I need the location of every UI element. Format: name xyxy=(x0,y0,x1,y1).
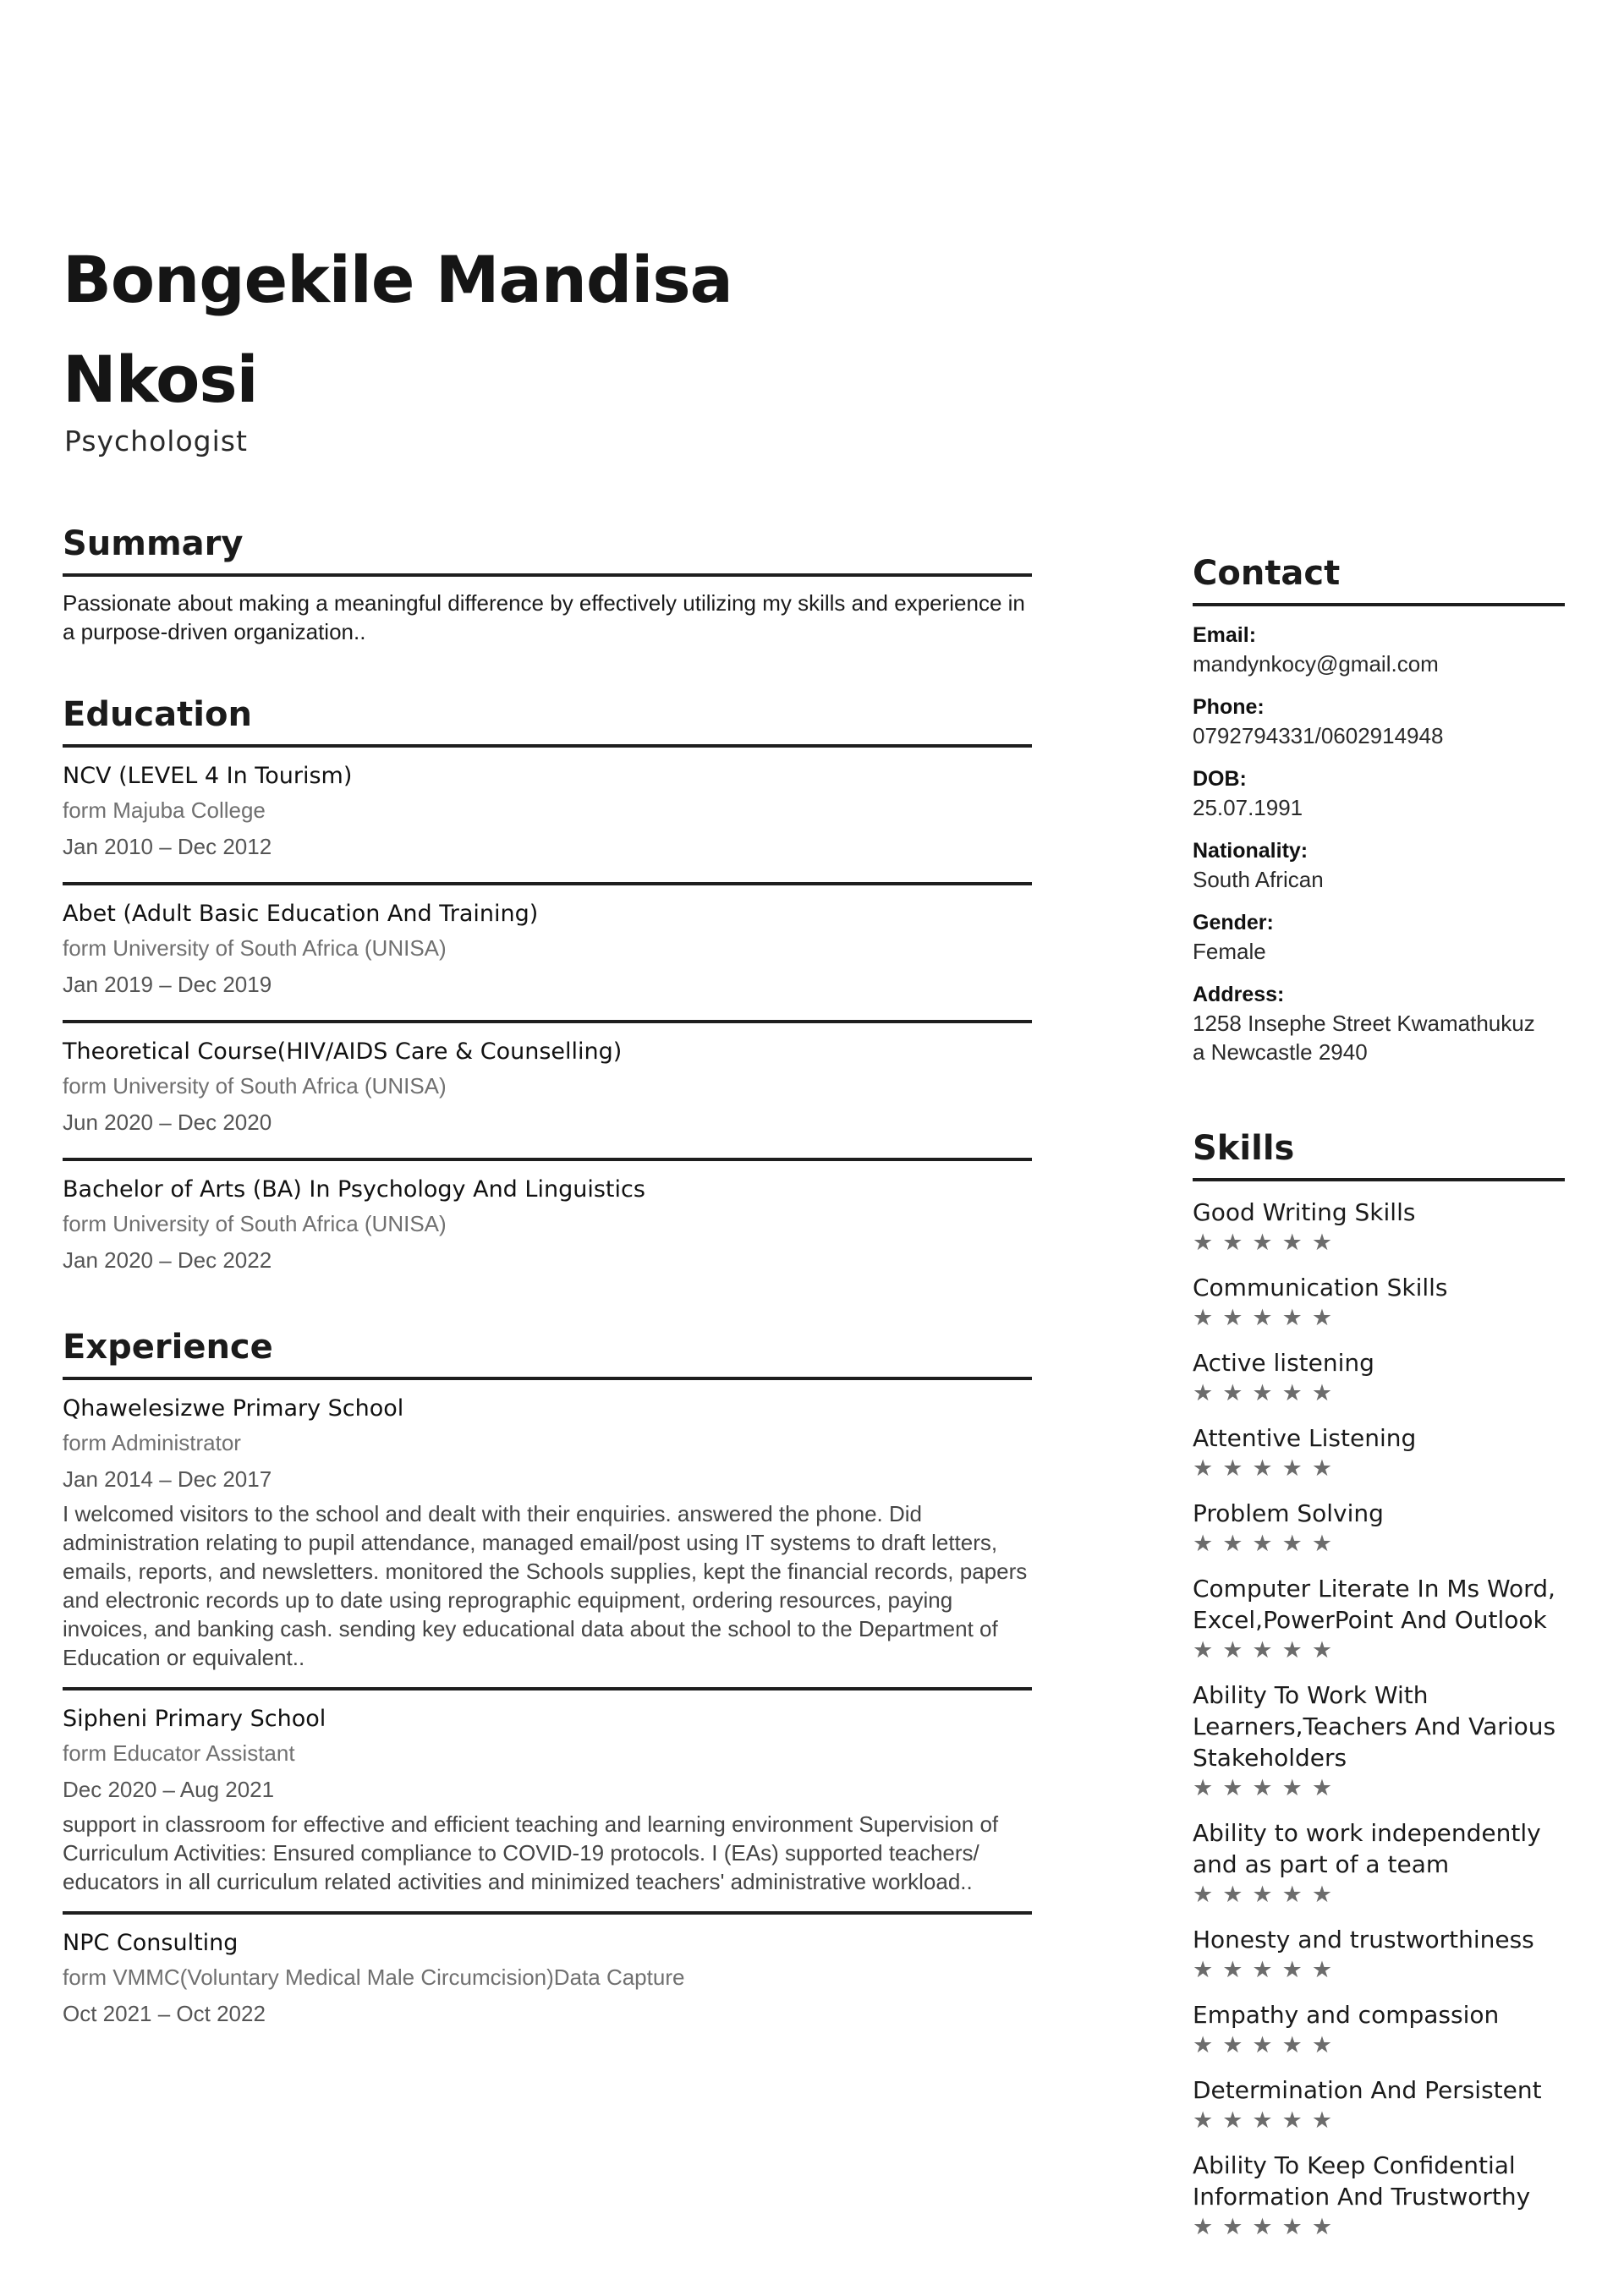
education-dates: Jan 2010 – Dec 2012 xyxy=(63,834,272,859)
phone-label: Phone: xyxy=(1193,695,1265,719)
email-label: Email: xyxy=(1193,623,1257,647)
contact-heading: Contact xyxy=(1193,554,1565,606)
star-rating-icon: ★★★★★ xyxy=(1193,1531,1342,1556)
summary-section xyxy=(63,524,1032,646)
experience-role: form Educator Assistant xyxy=(63,1740,295,1766)
nationality-label: Nationality: xyxy=(1193,839,1309,863)
skill-item xyxy=(1193,2150,1565,2241)
skills-heading: Skills xyxy=(1193,1129,1565,1181)
star-rating-icon: ★★★★★ xyxy=(1193,2214,1342,2239)
skill-name: Ability To Keep Confidential Information And Trustworthy xyxy=(1193,2151,1531,2211)
gender-value: Female xyxy=(1193,939,1266,964)
skill-name: Ability To Work With Learners,Teachers And Various Stakeholders xyxy=(1193,1681,1556,1772)
skill-name: Ability to work independently and as part of a team xyxy=(1193,1819,1541,1878)
experience-section xyxy=(63,1328,1032,2049)
star-rating-icon: ★★★★★ xyxy=(1193,2107,1342,2133)
name-line-1: Bongekile Mandisa xyxy=(63,242,732,317)
experience-employer: Sipheni Primary School xyxy=(63,1706,326,1732)
skill-item xyxy=(1193,1817,1565,1909)
summary-heading: Summary xyxy=(63,524,1032,577)
experience-dates: Oct 2021 – Oct 2022 xyxy=(63,2001,266,2026)
gender-label: Gender: xyxy=(1193,911,1274,934)
dob-label: DOB: xyxy=(1193,767,1247,791)
dob-value: 25.07.1991 xyxy=(1193,795,1303,820)
experience-employer: NPC Consulting xyxy=(63,1930,239,1956)
experience-heading: Experience xyxy=(63,1328,1032,1380)
experience-dates: Jan 2014 – Dec 2017 xyxy=(63,1466,272,1492)
experience-role: form Administrator xyxy=(63,1430,241,1455)
address-label: Address: xyxy=(1193,983,1285,1006)
education-entry xyxy=(63,885,1032,1023)
education-entry xyxy=(63,748,1032,885)
education-entry xyxy=(63,1161,1032,1296)
address-line-2: a Newcastle 2940 xyxy=(1193,1039,1368,1065)
skill-name: Computer Literate In Ms Word, Excel,PowerPoint And Outlook xyxy=(1193,1575,1555,1634)
education-dates: Jan 2019 – Dec 2019 xyxy=(63,972,272,997)
email-value[interactable]: mandynkocy@gmail.com xyxy=(1193,651,1439,677)
star-rating-icon: ★★★★★ xyxy=(1193,1305,1342,1330)
sidebar-column xyxy=(1193,554,1565,2241)
experience-dates: Dec 2020 – Aug 2021 xyxy=(63,1777,275,1802)
experience-employer: Qhawelesizwe Primary School xyxy=(63,1395,404,1422)
skill-name: Active listening xyxy=(1193,1349,1374,1377)
skill-name: Attentive Listening xyxy=(1193,1424,1417,1452)
education-title: Theoretical Course(HIV/AIDS Care & Counselling) xyxy=(63,1038,623,1065)
name-line-2: Nkosi xyxy=(63,342,258,417)
skills-section xyxy=(1193,1129,1565,2241)
education-dates: Jun 2020 – Dec 2020 xyxy=(63,1110,272,1135)
star-rating-icon: ★★★★★ xyxy=(1193,1230,1342,1255)
star-rating-icon: ★★★★★ xyxy=(1193,1637,1342,1663)
skill-item xyxy=(1193,1197,1565,1257)
education-institution: form University of South Africa (UNISA) xyxy=(63,1073,447,1099)
contact-details xyxy=(1193,623,1565,1066)
nationality-value: South African xyxy=(1193,867,1324,892)
education-section xyxy=(63,695,1032,1296)
education-title: NCV (LEVEL 4 In Tourism) xyxy=(63,763,353,789)
education-institution: form University of South Africa (UNISA) xyxy=(63,1211,447,1236)
candidate-name xyxy=(63,230,732,430)
skill-name: Honesty and trustworthiness xyxy=(1193,1926,1534,1954)
star-rating-icon: ★★★★★ xyxy=(1193,1455,1342,1481)
job-title: Psychologist xyxy=(64,425,248,458)
skill-item xyxy=(1193,1498,1565,1558)
skill-name: Empathy and compassion xyxy=(1193,2001,1500,2029)
contact-section xyxy=(1193,554,1565,1066)
skill-item xyxy=(1193,1272,1565,1332)
education-institution: form Majuba College xyxy=(63,797,266,823)
skill-name: Good Writing Skills xyxy=(1193,1198,1416,1226)
skill-item xyxy=(1193,1422,1565,1482)
education-title: Bachelor of Arts (BA) In Psychology And Linguistics xyxy=(63,1176,645,1203)
summary-text: Passionate about making a meaningful difference by effectively utilizing my skills and experience in a purpose-driven organization.. xyxy=(63,590,1025,644)
skill-item xyxy=(1193,1347,1565,1407)
skill-name: Determination And Persistent xyxy=(1193,2076,1542,2104)
skill-name: Problem Solving xyxy=(1193,1499,1384,1527)
education-heading: Education xyxy=(63,695,1032,748)
phone-value: 0792794331/0602914948 xyxy=(1193,723,1444,748)
experience-description: support in classroom for effective and efficient teaching and learning environment Supervision of Curriculum Activities: Ensured compliance to COVID-19 protocols. I (EAs) supported teachers/ educators in all curriculum related activities and minimized teachers' administrative workload.. xyxy=(63,1811,999,1894)
star-rating-icon: ★★★★★ xyxy=(1193,1957,1342,1982)
skill-item xyxy=(1193,1924,1565,1984)
address-line-1: 1258 Insephe Street Kwamathukuz xyxy=(1193,1011,1535,1036)
skill-item xyxy=(1193,1999,1565,2059)
skill-name: Communication Skills xyxy=(1193,1274,1448,1301)
experience-entry xyxy=(63,1915,1032,2049)
star-rating-icon: ★★★★★ xyxy=(1193,1775,1342,1800)
education-entry xyxy=(63,1023,1032,1161)
education-title: Abet (Adult Basic Education And Training) xyxy=(63,901,539,927)
experience-role: form VMMC(Voluntary Medical Male Circumcision)Data Capture xyxy=(63,1964,685,1990)
skill-item xyxy=(1193,1680,1565,1802)
skill-item xyxy=(1193,1573,1565,1664)
education-dates: Jan 2020 – Dec 2022 xyxy=(63,1247,272,1273)
experience-entry xyxy=(63,1690,1032,1915)
experience-entry xyxy=(63,1380,1032,1690)
education-institution: form University of South Africa (UNISA) xyxy=(63,935,447,961)
experience-description: I welcomed visitors to the school and dealt with their enquiries. answered the phone. Did administration relating to pupil attendance, managed email/post using IT systems to draft letters, emails, reports, and newsletters. monitored the Schools supplies, kept the financial records, papers and electronic records up to date using reprographic equipment, ordering resources, paying invoices, and banking cash. sending key educational data about the school to the Department of Education or equivalent.. xyxy=(63,1501,1028,1670)
star-rating-icon: ★★★★★ xyxy=(1193,2032,1342,2058)
star-rating-icon: ★★★★★ xyxy=(1193,1380,1342,1406)
star-rating-icon: ★★★★★ xyxy=(1193,1882,1342,1907)
skill-item xyxy=(1193,2074,1565,2134)
main-column xyxy=(63,524,1032,2049)
